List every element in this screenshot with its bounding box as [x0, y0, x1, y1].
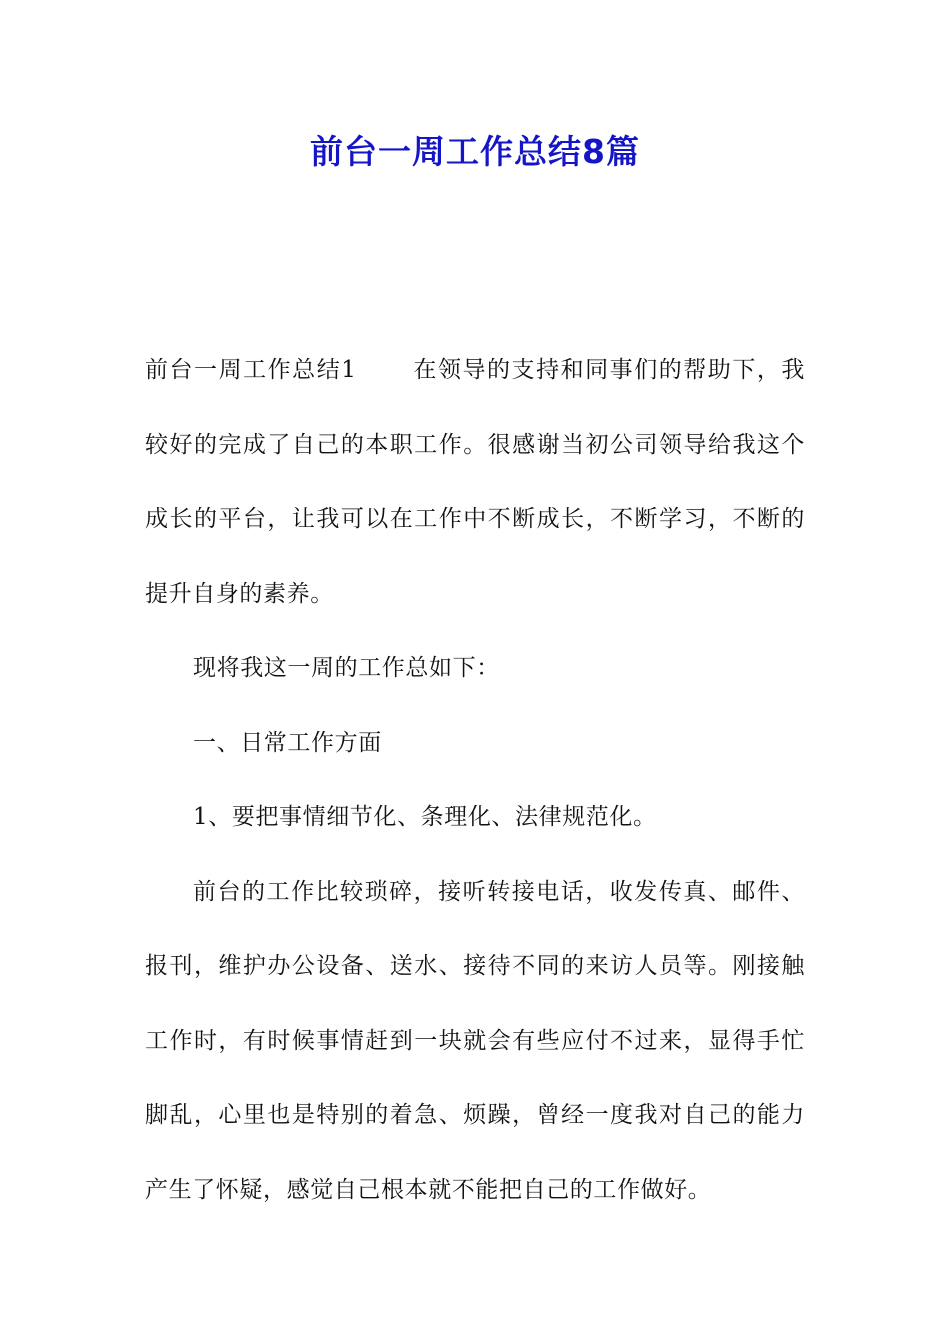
section-heading: 前台一周工作总结1: [145, 357, 357, 383]
paragraph-intro: [145, 333, 805, 631]
paragraph-item-1: 1、要把事情细节化、条理化、法律规范化。: [193, 804, 657, 830]
paragraph-summary-lead: 现将我这一周的工作总如下：: [193, 655, 500, 681]
document-title: 前台一周工作总结8篇: [310, 132, 640, 171]
paragraph-front-desk-work: 前台的工作比较琐碎，接听转接电话，收发传真、邮件、报刊，维护办公设备、送水、接待不同的来访人员等。刚接触工作时，有时候事情赶到一块就会有些应付不过来，显得手忙脚乱，心里也是特别的着急、烦躁，曾经一度我对自己的能力产生了怀疑，感觉自己根本就不能把自己的工作做好。: [145, 878, 805, 1203]
document-body: [145, 333, 805, 1227]
paragraph-text: 在领导的支持和同事们的帮助下，我较好的完成了自己的本职工作。很感谢当初公司领导给我这个成长的平台，让我可以在工作中不断成长，不断学习，不断的提升自身的素养。: [145, 357, 805, 607]
paragraph-section-daily-work: 一、日常工作方面: [193, 729, 382, 756]
